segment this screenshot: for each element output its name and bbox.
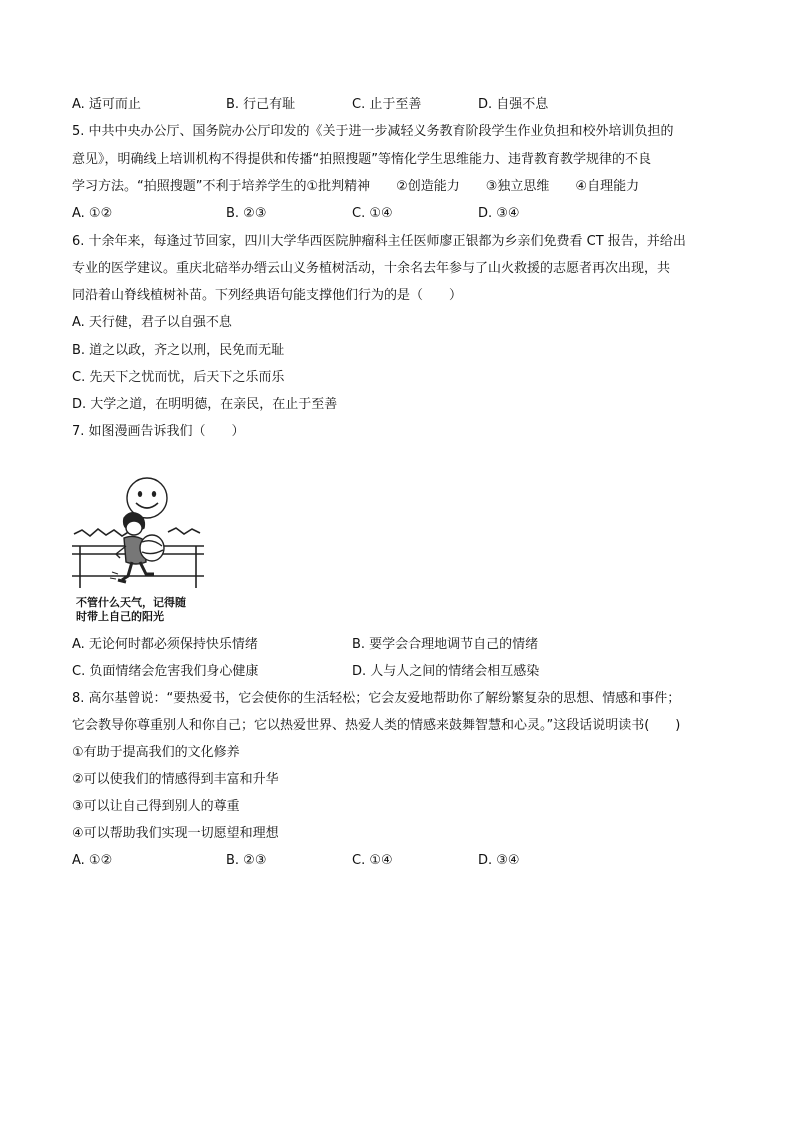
q8-stem-line-2: 它会教导你尊重别人和你自己；它以热爱世界、热爱人类的情感来鼓舞智慧和心灵。”这段话说明读书( ) [72, 718, 681, 733]
q6-stem-line-3: 同沿着山脊线植树补苗。下列经典语句能支撑他们行为的是（ ） [72, 288, 463, 303]
q5-option-c: C. ①④ [352, 206, 393, 221]
cartoon-caption-line-2: 时带上自己的阳光 [76, 610, 164, 623]
q8-option-a: A. ①② [72, 853, 113, 868]
q8-option-b: B. ②③ [226, 853, 267, 868]
q4-option-d: D. 自强不息 [478, 97, 549, 112]
q8-item-2: ②可以使我们的情感得到丰富和升华 [72, 772, 279, 787]
q5-stem-line-1: 5. 中共中央办公厅、国务院办公厅印发的《关于进一步减轻义务教育阶段学生作业负担和校外培训负担的 [72, 124, 674, 139]
q6-option-d: D. 大学之道，在明明德，在亲民，在止于至善 [72, 397, 338, 412]
q5-stem-line-2: 意见》，明确线上培训机构不得提供和传播“拍照搜题”等惰化学生思维能力、违背教育教学规律的不良 [72, 152, 651, 167]
q7-option-a: A. 无论何时都必须保持快乐情绪 [72, 637, 258, 652]
q8-option-d: D. ③④ [478, 853, 520, 868]
q7-option-c: C. 负面情绪会危害我们身心健康 [72, 664, 259, 679]
q6-option-a: A. 天行健，君子以自强不息 [72, 315, 232, 330]
q8-item-3: ③可以让自己得到别人的尊重 [72, 799, 240, 814]
q7-option-b: B. 要学会合理地调节自己的情绪 [352, 637, 539, 652]
cartoon-caption-line-1: 不管什么天气，记得随 [76, 596, 186, 609]
q5-stem-line-3: 学习方法。“拍照搜题”不利于培养学生的①批判精神 ②创造能力 ③独立思维 ④自理能力 [72, 179, 640, 194]
q6-option-c: C. 先天下之忧而忧，后天下之乐而乐 [72, 370, 285, 385]
q4-option-b: B. 行己有耻 [226, 97, 296, 112]
q5-option-a: A. ①② [72, 206, 113, 221]
q7-option-d: D. 人与人之间的情绪会相互感染 [352, 664, 540, 679]
q8-item-1: ①有助于提高我们的文化修养 [72, 745, 240, 760]
q7-stem: 7. 如图漫画告诉我们（ ） [72, 424, 245, 439]
q8-item-4: ④可以帮助我们实现一切愿望和理想 [72, 826, 279, 841]
q8-option-c: C. ①④ [352, 853, 393, 868]
cartoon-caption [76, 596, 186, 624]
running-boy-figure [110, 513, 164, 582]
q8-stem-line-1: 8. 高尔基曾说：“要热爱书，它会使你的生活轻松；它会友爱地帮助你了解纷繁复杂的思想、情感和事件； [72, 691, 681, 706]
q5-option-b: B. ②③ [226, 206, 267, 221]
q6-stem-line-2: 专业的医学建议。重庆北碚举办缙云山义务植树活动，十余名去年参与了山火救援的志愿者再次出现，共 [72, 261, 671, 276]
q4-option-a: A. 适可而止 [72, 97, 141, 112]
q4-option-c: C. 止于至善 [352, 97, 422, 112]
q6-stem-line-1: 6. 十余年来，每逢过节回家，四川大学华西医院肿瘤科主任医师廖正银都为乡亲们免费看 CT 报告，并给出 [72, 234, 686, 249]
q6-option-b: B. 道之以政，齐之以刑，民免而无耻 [72, 343, 285, 358]
q5-option-d: D. ③④ [478, 206, 520, 221]
